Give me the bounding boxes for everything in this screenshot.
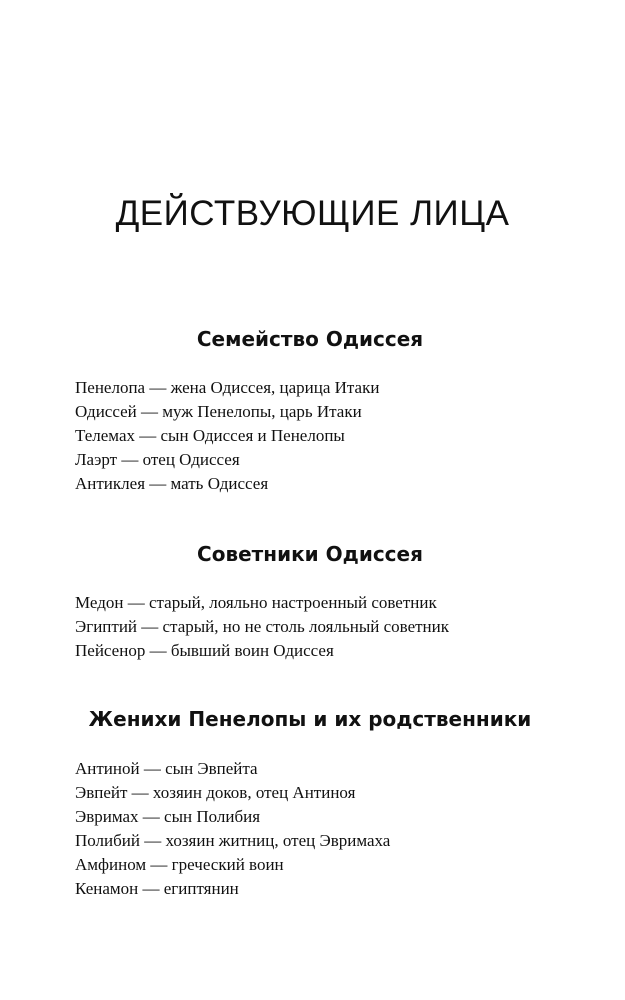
character-list-odysseus-family (75, 376, 379, 496)
character-entry: Эгиптий — старый, но не столь лояльный советник (75, 617, 449, 636)
character-entry: Кенамон — египтянин (75, 879, 239, 898)
section-heading-suitors: Женихи Пенелопы и их родственники (88, 707, 532, 731)
section-heading-odysseus-advisors: Советники Одиссея (197, 542, 423, 566)
section-heading-odysseus-family: Семейство Одиссея (196, 327, 424, 351)
character-entry: Одиссей — муж Пенелопы, царь Итаки (75, 402, 362, 421)
character-entry: Полибий — хозяин житниц, отец Эвримаха (75, 831, 391, 850)
character-entry: Антиклея — мать Одиссея (75, 474, 269, 493)
character-list-suitors (75, 757, 390, 901)
character-entry: Телемах — сын Одиссея и Пенелопы (75, 426, 345, 445)
character-entry: Амфином — греческий воин (75, 855, 284, 874)
character-entry: Пенелопа — жена Одиссея, царица Итаки (75, 378, 380, 397)
page-title: ДЕЙСТВУЮЩИЕ ЛИЦА (115, 194, 510, 233)
character-entry: Пейсенор — бывший воин Одиссея (75, 641, 334, 660)
character-entry: Лаэрт — отец Одиссея (75, 450, 240, 469)
character-entry: Эвримах — сын Полибия (75, 807, 261, 826)
character-list-odysseus-advisors (75, 591, 449, 663)
character-entry: Эвпейт — хозяин доков, отец Антиноя (75, 783, 356, 802)
character-entry: Медон — старый, лояльно настроенный советник (75, 593, 437, 612)
character-entry: Антиной — сын Эвпейта (75, 759, 258, 778)
